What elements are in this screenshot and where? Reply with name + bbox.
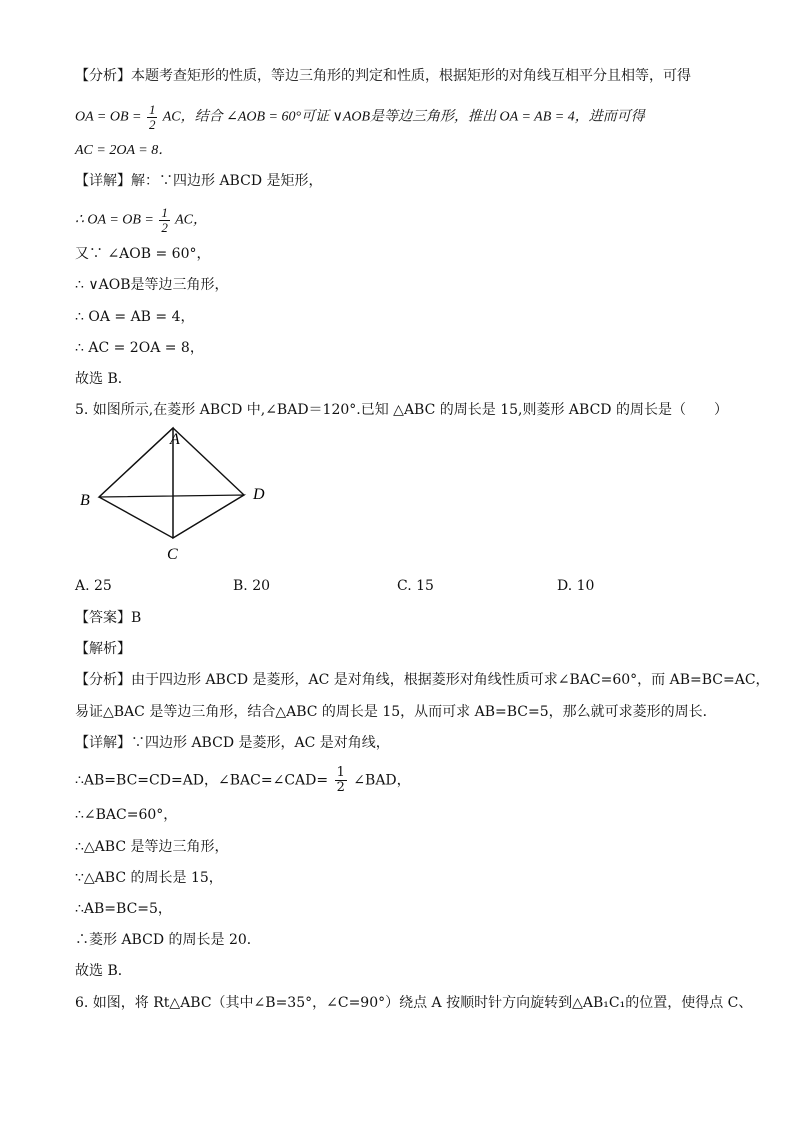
detail-line-2: ∴ OA = OB = $\frac{1}{2}$ AC， [75, 205, 208, 235]
option-d: D. 10 [557, 578, 595, 594]
q5-detail-line-7: ∴菱形 ABCD 的周长是 20． [75, 932, 261, 948]
analysis-line-1: 【分析】本题考查矩形的性质，等边三角形的判定和性质，根据矩形的对角线互相平分且相等，可得 [75, 68, 691, 84]
eq-rest: AC，结合 ∠AOB = 60°可证 ∨AOB是等边三角形，推出 OA = AB = 4，进而可得 [162, 109, 645, 125]
vertex-label-b: B [80, 492, 90, 509]
q5-detail-line-2: ∴AB=BC=CD=AD，∠BAC=∠CAD= $\frac{1}{2}$ ∠BAD， [75, 765, 411, 795]
fraction-half: $\frac{1}{2}$ [336, 765, 345, 795]
vertex-label-c: C [167, 546, 178, 563]
q5-detail-line-1: 【详解】∵四边形 ABCD 是菱形，AC 是对角线， [75, 735, 390, 751]
answer-line: 【答案】B [75, 610, 142, 626]
question-5-stem: 5. 如图所示,在菱形 ABCD 中,∠BAD＝120°.已知 △ABC 的周长是 15,则菱形 ABCD 的周长是（ ） [75, 402, 728, 418]
q5-analysis-line-2: 易证△BAC 是等边三角形，结合△ABC 的周长是 15，从而可求 AB=BC=5，那么就可求菱形的周长． [75, 704, 717, 720]
q5-detail-line-4: ∴△ABC 是等边三角形， [75, 839, 229, 855]
detail-line-5: ∴ OA = AB = 4， [75, 309, 195, 325]
option-a: A. 25 [75, 578, 112, 594]
detail-line-7: 故选 B． [75, 371, 132, 387]
fraction-half: $\frac{1}{2}$ [161, 205, 168, 235]
q5-detail-line-5: ∵△ABC 的周长是 15， [75, 870, 223, 886]
eq-oa-ob: OA = OB = [75, 109, 142, 125]
q5-analysis-line-1: 【分析】由于四边形 ABCD 是菱形，AC 是对角线，根据菱形对角线性质可求∠BAC=60°，而 AB=BC=AC， [75, 672, 770, 688]
vertex-label-d: D [253, 486, 265, 503]
detail-line-4: ∴ ∨AOB是等边三角形， [75, 277, 229, 293]
analysis-line-3: AC = 2OA = 8． [75, 143, 173, 158]
question-6-stem: 6. 如图，将 Rt△ABC（其中∠B=35°，∠C=90°）绕点 A 按顺时针方向旋转到△AB₁C₁的位置，使得点 C、 [75, 995, 753, 1011]
jiexi-heading: 【解析】 [75, 641, 131, 657]
detail-line-6: ∴ AC = 2OA = 8， [75, 340, 204, 356]
q5-detail-line-6: ∴AB=BC=5， [75, 901, 172, 917]
rhombus-figure [70, 425, 290, 575]
q5-detail-line-3: ∴∠BAC=60°， [75, 807, 178, 823]
detail-line-1: 【详解】解：∵四边形 ABCD 是矩形， [75, 173, 323, 189]
detail-line-3: 又∵ ∠AOB = 60°， [75, 246, 211, 262]
option-c: C. 15 [397, 578, 434, 594]
fraction-half: $\frac{1}{2}$ [148, 102, 156, 132]
q5-detail-line-8: 故选 B． [75, 963, 132, 979]
option-b: B. 20 [233, 578, 271, 594]
analysis-line-2 [75, 103, 645, 132]
vertex-label-a: A [170, 431, 180, 448]
